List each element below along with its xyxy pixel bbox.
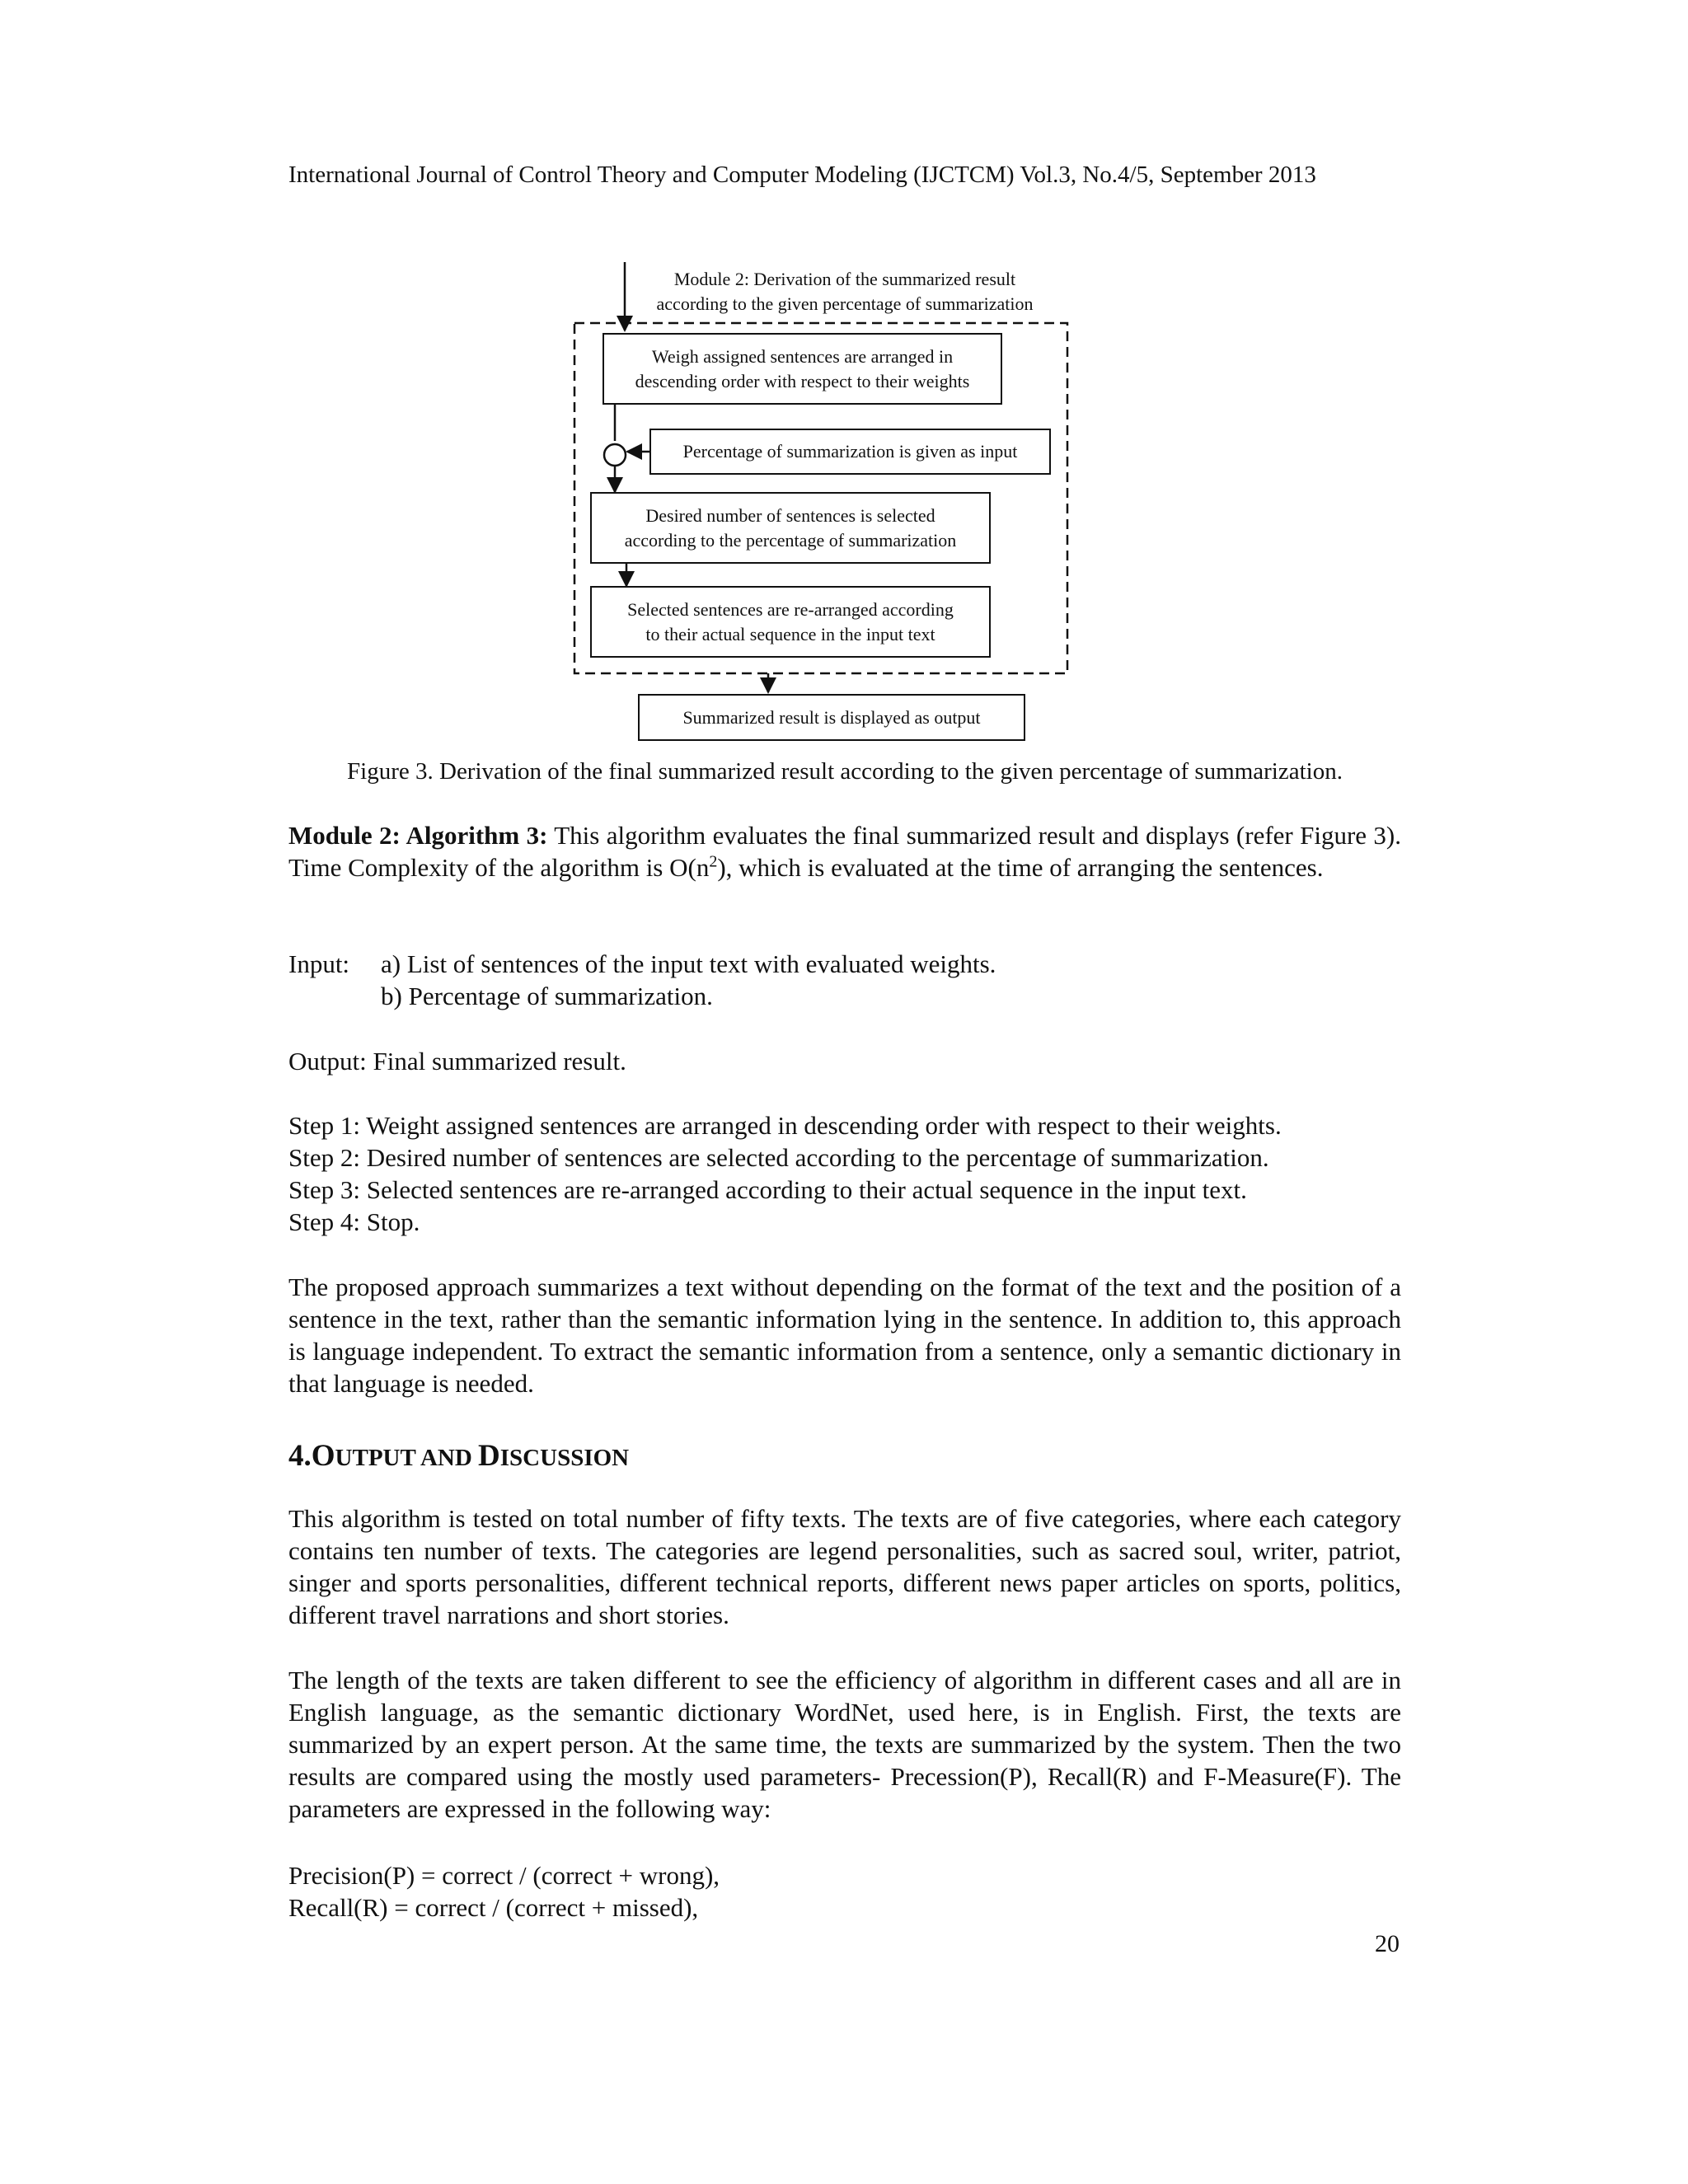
algorithm-desc-sup: 2 xyxy=(709,852,718,871)
box-output-text: Summarized result is displayed as output xyxy=(682,706,981,728)
heading-d: D xyxy=(478,1439,500,1473)
box-arrange-descending xyxy=(603,333,1002,405)
step-2: Step 2: Desired number of sentences are selected according to the percentage of summarization. xyxy=(288,1143,1269,1172)
running-head: International Journal of Control Theory and Computer Modeling (IJCTCM) Vol.3, No.4/5, September 2013 xyxy=(288,162,1316,188)
algorithm-title: Module 2: Algorithm 3: xyxy=(288,821,548,850)
formula-precision: Precision(P) = correct / (correct + wrong), xyxy=(288,1861,720,1890)
input-label: Input: xyxy=(288,949,350,978)
heading-o: O xyxy=(311,1439,335,1473)
box-percentage-text: Percentage of summarization is given as input xyxy=(682,441,1018,462)
algorithm-desc-a: This algorithm evaluates the final summarized result and displays (refer Figure 3). Time Complexity of the algorithm is O(n xyxy=(288,821,1401,882)
box-rearrange-line1: Selected sentences are re-arranged according xyxy=(627,598,954,620)
box-percentage-input xyxy=(649,429,1051,475)
input-line-b: b) Percentage of summarization. xyxy=(381,982,713,1010)
paragraph-length: The length of the texts are taken different to see the efficiency of algorithm in different cases and all are in English language, as the semantic dictionary WordNet, used here, is in English. First, the texts are summarized by an expert person. At the same time, the texts are summarized by the system. Then the two results are compared using the mostly used parameters- Precession(P), Recall(R) and F-Measure(F). The parameters are expressed in the following way: xyxy=(288,1666,1401,1823)
box-select-line1: Desired number of sentences is selected xyxy=(645,504,935,526)
heading-utput: UTPUT AND xyxy=(335,1445,479,1471)
algorithm-desc-b: ), which is evaluated at the time of arranging the sentences. xyxy=(717,853,1324,882)
box-arrange-line1: Weigh assigned sentences are arranged in xyxy=(651,345,954,367)
formula-recall: Recall(R) = correct / (correct + missed), xyxy=(288,1893,699,1922)
box-arrange-line2: descending order with respect to their weights xyxy=(635,370,970,391)
output-line: Output: Final summarized result. xyxy=(288,1047,626,1076)
page-number: 20 xyxy=(1375,1930,1400,1957)
heading-number: 4. xyxy=(288,1439,312,1473)
box-select-desired xyxy=(590,492,991,564)
step-3: Step 3: Selected sentences are re-arranged according to their actual sequence in the input text. xyxy=(288,1175,1247,1204)
step-1: Step 1: Weight assigned sentences are arranged in descending order with respect to their weights. xyxy=(288,1111,1282,1140)
module-label xyxy=(626,267,1063,316)
heading-iscussion: ISCUSSION xyxy=(499,1445,630,1471)
input-item-a: a) List of sentences of the input text with evaluated weights. xyxy=(381,949,996,978)
step-4: Step 4: Stop. xyxy=(288,1207,420,1236)
junction-circle xyxy=(604,444,626,466)
box-rearrange xyxy=(590,586,991,658)
paragraph-approach: The proposed approach summarizes a text without depending on the format of the text and the position of a sentence in the text, rather than the semantic information lying in the sentence. In addition to, this approach is language independent. To extract the semantic information from a sentence, only a semantic dictionary in that language is needed. xyxy=(288,1272,1401,1398)
figure-caption: Figure 3. Derivation of the final summarized result according to the given percentage of summarization. xyxy=(347,758,1343,785)
module-label-line2: according to the given percentage of summarization xyxy=(656,293,1034,314)
input-line-a xyxy=(288,948,1401,980)
paragraph-tested: This algorithm is tested on total number of fifty texts. The texts are of five categories, where each category contains ten number of texts. The categories are legend personalities, such as sacred soul, writer, patriot, singer and sports personalities, different technical reports, different news paper articles on sports, politics, different travel narrations and short stories. xyxy=(288,1504,1401,1629)
section-heading xyxy=(288,1438,629,1474)
module-label-line1: Module 2: Derivation of the summarized result xyxy=(673,269,1016,289)
box-output xyxy=(638,694,1025,741)
box-select-line2: according to the percentage of summarization xyxy=(624,529,957,551)
box-rearrange-line2: to their actual sequence in the input text xyxy=(645,623,935,644)
algorithm-description xyxy=(288,819,1401,883)
